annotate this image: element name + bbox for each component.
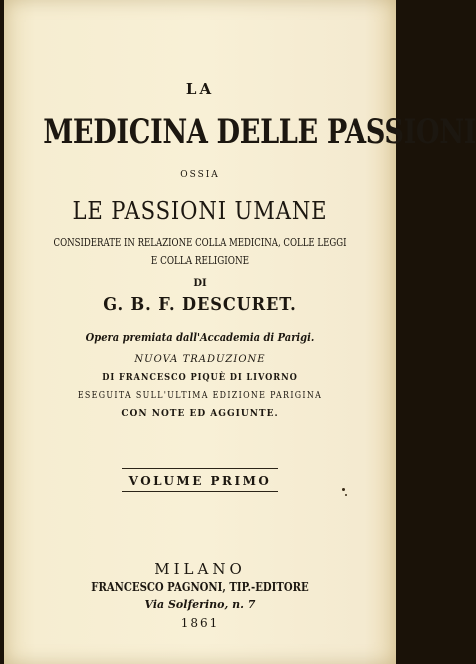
volume-rule-top (122, 468, 278, 469)
translation-line-2: DI FRANCESCO PIQUÈ DI LIVORNO (102, 373, 298, 383)
imprint-year: 1861 (180, 616, 220, 630)
ink-speck (342, 488, 345, 491)
translation-line-1: NUOVA TRADUZIONE (134, 354, 266, 365)
translation-line-3: ESEGUITA SULL'ULTIMA EDIZIONE PARIGINA (77, 391, 323, 401)
pre-title: LA (185, 80, 215, 98)
award-line: Opera premiata dall'Accademia di Parigi. (85, 331, 315, 344)
volume-label: VOLUME PRIMO (128, 474, 272, 488)
description-line-1: CONSIDERATE IN RELAZIONE COLLA MEDICINA, COLLE LEGGI (53, 236, 347, 249)
main-title: MEDICINA DELLE PASSIONI (43, 112, 476, 152)
connector-ossia: OSSIA (180, 170, 220, 180)
translation-line-4: CON NOTE ED AGGIUNTE. (121, 409, 279, 419)
author-name: G. B. F. DESCURET. (103, 294, 297, 315)
description-line-2: E COLLA RELIGIONE (150, 254, 250, 267)
author-prefix: DI (193, 278, 207, 289)
imprint-city: MILANO (154, 560, 246, 578)
subtitle: LE PASSIONI UMANE (72, 197, 328, 225)
imprint-publisher: FRANCESCO PAGNONI, TIP.-EDITORE (91, 580, 309, 594)
volume-rule-bottom (122, 491, 278, 492)
ink-speck (345, 494, 347, 496)
title-page (4, 0, 476, 664)
imprint-address: Via Solferino, n. 7 (144, 598, 256, 611)
